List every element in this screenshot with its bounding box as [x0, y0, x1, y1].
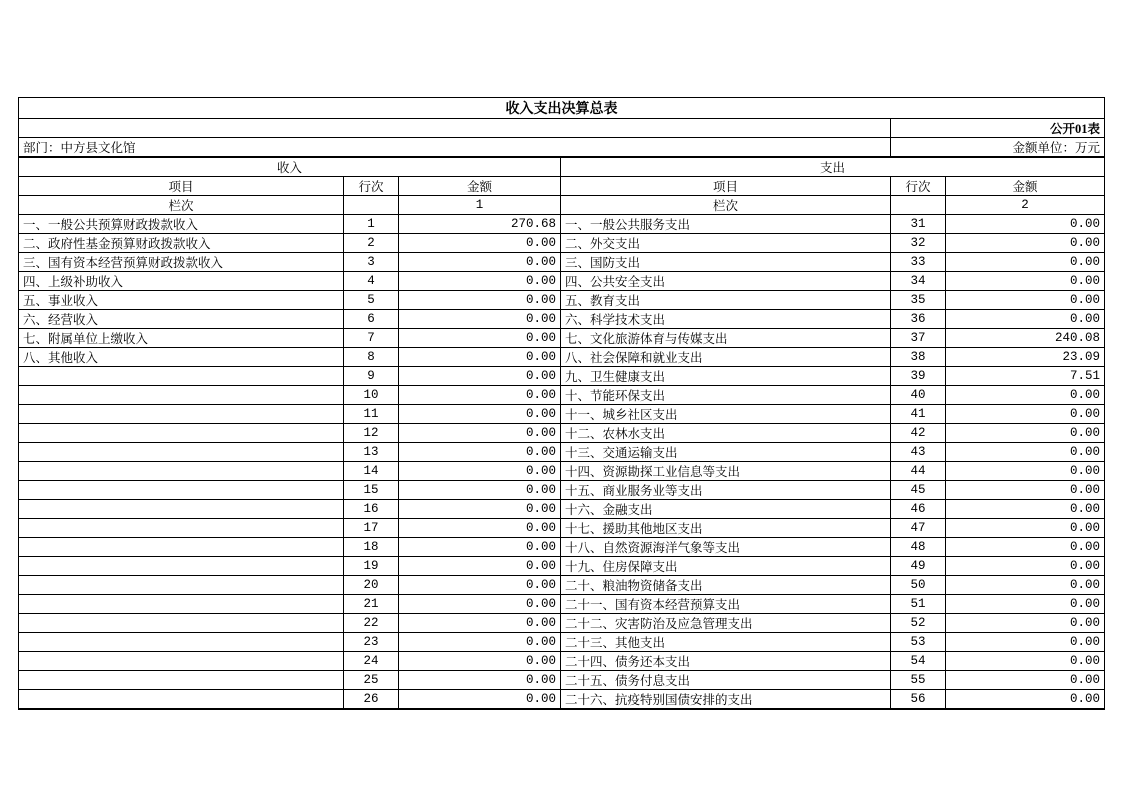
income-amount-cell: 0.00 — [399, 367, 561, 386]
income-line-cell: 24 — [344, 652, 399, 671]
table-body — [19, 215, 1105, 710]
income-line-cell: 21 — [344, 595, 399, 614]
table-row — [19, 614, 1105, 633]
income-amount-cell: 0.00 — [399, 443, 561, 462]
expense-line-cell: 50 — [891, 576, 946, 595]
income-item-cell — [19, 538, 344, 557]
income-amount-cell: 0.00 — [399, 405, 561, 424]
expense-item-cell: 五、教育支出 — [561, 291, 891, 310]
table-row — [19, 310, 1105, 329]
income-section-header: 收入 — [19, 157, 561, 177]
income-amount-cell: 0.00 — [399, 557, 561, 576]
expense-amount-cell: 0.00 — [946, 690, 1105, 710]
title-row — [19, 98, 1105, 119]
income-amount-cell: 0.00 — [399, 633, 561, 652]
table-row — [19, 386, 1105, 405]
expense-amount-cell: 0.00 — [946, 405, 1105, 424]
empty-cell — [891, 196, 946, 215]
income-line-cell: 17 — [344, 519, 399, 538]
expense-amount-cell: 0.00 — [946, 576, 1105, 595]
expense-item-cell: 七、文化旅游体育与传媒支出 — [561, 329, 891, 348]
table-row — [19, 671, 1105, 690]
expense-item-cell: 二十三、其他支出 — [561, 633, 891, 652]
expense-amount-cell: 0.00 — [946, 614, 1105, 633]
section-header-row — [19, 157, 1105, 177]
table-row — [19, 481, 1105, 500]
unit-label: 金额单位：万元 — [891, 138, 1105, 158]
income-item-cell — [19, 462, 344, 481]
table-row — [19, 633, 1105, 652]
income-line-cell: 16 — [344, 500, 399, 519]
table-row — [19, 405, 1105, 424]
income-line-header: 行次 — [344, 177, 399, 196]
expense-item-cell: 二十四、债务还本支出 — [561, 652, 891, 671]
expense-line-cell: 53 — [891, 633, 946, 652]
income-amount-cell: 270.68 — [399, 215, 561, 234]
income-item-cell — [19, 386, 344, 405]
income-item-cell — [19, 652, 344, 671]
expense-amount-cell: 23.09 — [946, 348, 1105, 367]
expense-item-cell: 四、公共安全支出 — [561, 272, 891, 291]
income-item-cell: 四、上级补助收入 — [19, 272, 344, 291]
lanci-row — [19, 196, 1105, 215]
income-line-cell: 5 — [344, 291, 399, 310]
income-line-cell: 3 — [344, 253, 399, 272]
table-row — [19, 519, 1105, 538]
income-amount-cell: 0.00 — [399, 690, 561, 710]
income-item-cell: 二、政府性基金预算财政拨款收入 — [19, 234, 344, 253]
column-header-row — [19, 177, 1105, 196]
expense-line-cell: 41 — [891, 405, 946, 424]
income-item-cell — [19, 576, 344, 595]
expense-item-header: 项目 — [561, 177, 891, 196]
income-line-cell: 14 — [344, 462, 399, 481]
expense-line-cell: 43 — [891, 443, 946, 462]
table-row — [19, 424, 1105, 443]
income-amount-cell: 0.00 — [399, 519, 561, 538]
expense-amount-cell: 0.00 — [946, 633, 1105, 652]
expense-amount-cell: 0.00 — [946, 481, 1105, 500]
expense-amount-cell: 0.00 — [946, 272, 1105, 291]
table-row — [19, 367, 1105, 386]
table-row — [19, 462, 1105, 481]
expense-amount-cell: 0.00 — [946, 595, 1105, 614]
income-item-header: 项目 — [19, 177, 344, 196]
income-line-cell: 1 — [344, 215, 399, 234]
expense-line-cell: 35 — [891, 291, 946, 310]
expense-item-cell: 二十二、灾害防治及应急管理支出 — [561, 614, 891, 633]
expense-item-cell: 十六、金融支出 — [561, 500, 891, 519]
income-item-cell — [19, 690, 344, 710]
expense-line-cell: 36 — [891, 310, 946, 329]
expense-line-cell: 34 — [891, 272, 946, 291]
expense-amount-cell: 0.00 — [946, 557, 1105, 576]
income-amount-header: 金额 — [399, 177, 561, 196]
expense-item-cell: 二十一、国有资本经营预算支出 — [561, 595, 891, 614]
income-item-cell — [19, 519, 344, 538]
income-line-cell: 7 — [344, 329, 399, 348]
expense-amount-cell: 0.00 — [946, 424, 1105, 443]
expense-item-cell: 十二、农林水支出 — [561, 424, 891, 443]
expense-line-cell: 38 — [891, 348, 946, 367]
income-amount-cell: 0.00 — [399, 386, 561, 405]
expense-item-cell: 三、国防支出 — [561, 253, 891, 272]
income-line-cell: 13 — [344, 443, 399, 462]
income-item-cell — [19, 595, 344, 614]
income-item-cell — [19, 405, 344, 424]
expense-item-cell: 六、科学技术支出 — [561, 310, 891, 329]
income-amount-cell: 0.00 — [399, 481, 561, 500]
income-amount-cell: 0.00 — [399, 329, 561, 348]
expense-amount-cell: 0.00 — [946, 462, 1105, 481]
expense-item-cell: 二、外交支出 — [561, 234, 891, 253]
income-line-cell: 19 — [344, 557, 399, 576]
income-item-cell: 七、附属单位上缴收入 — [19, 329, 344, 348]
income-item-cell — [19, 633, 344, 652]
income-amount-cell: 0.00 — [399, 234, 561, 253]
expense-line-cell: 54 — [891, 652, 946, 671]
income-item-cell — [19, 557, 344, 576]
expense-lanci-label: 栏次 — [561, 196, 891, 215]
expense-line-cell: 49 — [891, 557, 946, 576]
expense-line-cell: 33 — [891, 253, 946, 272]
income-line-cell: 22 — [344, 614, 399, 633]
table-row — [19, 690, 1105, 710]
income-line-cell: 15 — [344, 481, 399, 500]
expense-amount-cell: 0.00 — [946, 253, 1105, 272]
expense-amount-header: 金额 — [946, 177, 1105, 196]
expense-line-cell: 31 — [891, 215, 946, 234]
income-column-no: 1 — [399, 196, 561, 215]
table-row — [19, 215, 1105, 234]
expense-line-cell: 32 — [891, 234, 946, 253]
table-row — [19, 329, 1105, 348]
expense-column-no: 2 — [946, 196, 1105, 215]
income-amount-cell: 0.00 — [399, 424, 561, 443]
expense-line-cell: 46 — [891, 500, 946, 519]
income-amount-cell: 0.00 — [399, 595, 561, 614]
expense-item-cell: 十七、援助其他地区支出 — [561, 519, 891, 538]
table-row — [19, 652, 1105, 671]
income-item-cell — [19, 367, 344, 386]
table-row — [19, 538, 1105, 557]
department-label: 部门：中方县文化馆 — [19, 138, 891, 158]
expense-amount-cell: 0.00 — [946, 386, 1105, 405]
expense-line-cell: 47 — [891, 519, 946, 538]
expense-item-cell: 十八、自然资源海洋气象等支出 — [561, 538, 891, 557]
expense-amount-cell: 0.00 — [946, 671, 1105, 690]
table-row — [19, 348, 1105, 367]
income-item-cell — [19, 614, 344, 633]
table-row — [19, 253, 1105, 272]
expense-amount-cell: 0.00 — [946, 500, 1105, 519]
income-item-cell: 五、事业收入 — [19, 291, 344, 310]
expense-item-cell: 十三、交通运输支出 — [561, 443, 891, 462]
income-line-cell: 26 — [344, 690, 399, 710]
income-item-cell: 八、其他收入 — [19, 348, 344, 367]
expense-line-cell: 48 — [891, 538, 946, 557]
table-row — [19, 576, 1105, 595]
expense-line-cell: 37 — [891, 329, 946, 348]
income-item-cell: 六、经营收入 — [19, 310, 344, 329]
income-line-cell: 6 — [344, 310, 399, 329]
income-amount-cell: 0.00 — [399, 272, 561, 291]
expense-line-cell: 52 — [891, 614, 946, 633]
income-line-cell: 12 — [344, 424, 399, 443]
department-row — [19, 138, 1105, 158]
table-row — [19, 272, 1105, 291]
expense-line-cell: 42 — [891, 424, 946, 443]
income-item-cell — [19, 443, 344, 462]
expense-line-cell: 56 — [891, 690, 946, 710]
expense-line-cell: 51 — [891, 595, 946, 614]
expense-amount-cell: 0.00 — [946, 652, 1105, 671]
table-code-label: 公开01表 — [891, 119, 1105, 138]
expense-item-cell: 一、一般公共服务支出 — [561, 215, 891, 234]
income-amount-cell: 0.00 — [399, 462, 561, 481]
expense-item-cell: 二十、粮油物资储备支出 — [561, 576, 891, 595]
expense-item-cell: 十一、城乡社区支出 — [561, 405, 891, 424]
expense-item-cell: 二十六、抗疫特别国债安排的支出 — [561, 690, 891, 710]
income-line-cell: 9 — [344, 367, 399, 386]
income-amount-cell: 0.00 — [399, 576, 561, 595]
income-item-cell — [19, 500, 344, 519]
table-row — [19, 500, 1105, 519]
empty-cell — [19, 119, 891, 138]
income-line-cell: 8 — [344, 348, 399, 367]
expense-item-cell: 九、卫生健康支出 — [561, 367, 891, 386]
income-amount-cell: 0.00 — [399, 652, 561, 671]
expense-item-cell: 十九、住房保障支出 — [561, 557, 891, 576]
empty-cell — [344, 196, 399, 215]
expense-section-header: 支出 — [561, 157, 1105, 177]
income-amount-cell: 0.00 — [399, 538, 561, 557]
income-amount-cell: 0.00 — [399, 614, 561, 633]
income-amount-cell: 0.00 — [399, 253, 561, 272]
income-line-cell: 20 — [344, 576, 399, 595]
income-amount-cell: 0.00 — [399, 310, 561, 329]
expense-line-cell: 44 — [891, 462, 946, 481]
income-item-cell — [19, 481, 344, 500]
final-accounts-summary-table — [18, 97, 1105, 710]
table-row — [19, 595, 1105, 614]
table-row — [19, 557, 1105, 576]
expense-line-cell: 45 — [891, 481, 946, 500]
expense-amount-cell: 0.00 — [946, 215, 1105, 234]
expense-amount-cell: 0.00 — [946, 291, 1105, 310]
expense-item-cell: 十、节能环保支出 — [561, 386, 891, 405]
income-amount-cell: 0.00 — [399, 348, 561, 367]
expense-line-header: 行次 — [891, 177, 946, 196]
income-amount-cell: 0.00 — [399, 671, 561, 690]
income-item-cell — [19, 424, 344, 443]
expense-amount-cell: 0.00 — [946, 443, 1105, 462]
expense-line-cell: 39 — [891, 367, 946, 386]
expense-amount-cell: 0.00 — [946, 519, 1105, 538]
income-line-cell: 25 — [344, 671, 399, 690]
income-amount-cell: 0.00 — [399, 500, 561, 519]
income-line-cell: 23 — [344, 633, 399, 652]
income-item-cell — [19, 671, 344, 690]
expense-line-cell: 40 — [891, 386, 946, 405]
income-line-cell: 18 — [344, 538, 399, 557]
income-lanci-label: 栏次 — [19, 196, 344, 215]
expense-amount-cell: 0.00 — [946, 234, 1105, 253]
page-title: 收入支出决算总表 — [19, 98, 1105, 119]
income-item-cell: 三、国有资本经营预算财政拨款收入 — [19, 253, 344, 272]
table-row — [19, 234, 1105, 253]
expense-amount-cell: 240.08 — [946, 329, 1105, 348]
table-row — [19, 443, 1105, 462]
expense-line-cell: 55 — [891, 671, 946, 690]
expense-item-cell: 二十五、债务付息支出 — [561, 671, 891, 690]
income-item-cell: 一、一般公共预算财政拨款收入 — [19, 215, 344, 234]
expense-item-cell: 八、社会保障和就业支出 — [561, 348, 891, 367]
expense-item-cell: 十五、商业服务业等支出 — [561, 481, 891, 500]
income-line-cell: 2 — [344, 234, 399, 253]
expense-amount-cell: 7.51 — [946, 367, 1105, 386]
income-line-cell: 4 — [344, 272, 399, 291]
expense-item-cell: 十四、资源勘探工业信息等支出 — [561, 462, 891, 481]
expense-amount-cell: 0.00 — [946, 538, 1105, 557]
income-amount-cell: 0.00 — [399, 291, 561, 310]
table-row — [19, 291, 1105, 310]
income-line-cell: 10 — [344, 386, 399, 405]
income-line-cell: 11 — [344, 405, 399, 424]
table-code-row — [19, 119, 1105, 138]
expense-amount-cell: 0.00 — [946, 310, 1105, 329]
